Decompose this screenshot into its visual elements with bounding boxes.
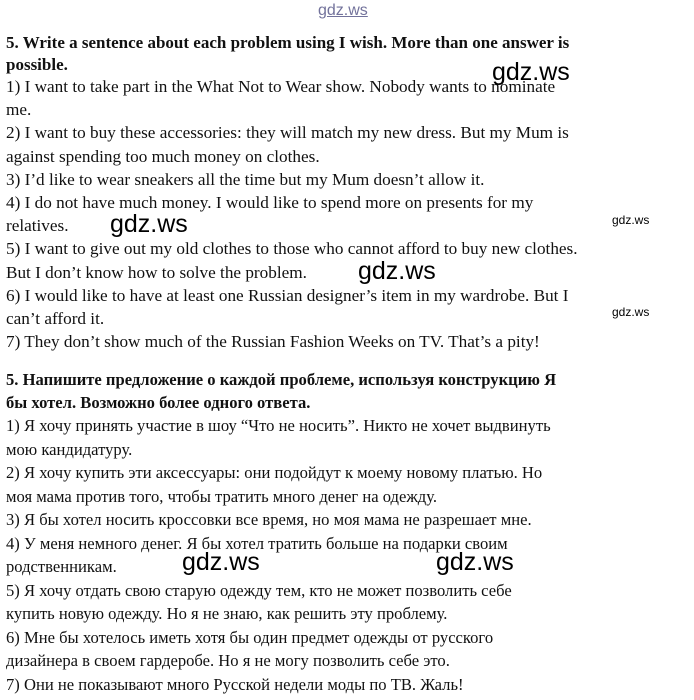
english-line: 2) I want to buy these accessories: they will match my new dress. But my Mum is <box>6 123 569 143</box>
russian-line: 6) Мне бы хотелось иметь хотя бы один предмет одежды от русского <box>6 627 494 647</box>
russian-line: родственникам. <box>6 557 117 576</box>
watermark: gdz.ws <box>612 305 650 319</box>
russian-line: мою кандидатуру. <box>6 439 133 459</box>
english-line: 6) I would like to have at least one Russian designer’s item in my wardrobe. But I <box>6 285 569 305</box>
english-line: 5) I want to give out my old clothes to those who cannot afford to buy new clothes. <box>6 239 578 259</box>
russian-line: 3) Я бы хотел носить кроссовки все время, но моя мама не разрешает мне. <box>6 510 532 529</box>
watermark-top: gdz.ws <box>318 2 368 19</box>
english-line: me. <box>6 100 32 120</box>
english-line: can’t afford it. <box>6 309 105 329</box>
english-heading-line-2: possible. <box>6 55 68 74</box>
english-line: 1) I want to take part in the What Not to Wear show. Nobody wants to nominate <box>6 77 556 96</box>
english-line: But I don’t know how to solve the problem. <box>6 262 307 282</box>
russian-line: дизайнера в своем гардеробе. Но я не могу позволить себе это. <box>6 651 450 670</box>
russian-line: моя мама против того, чтобы тратить много денег на одежду. <box>6 486 438 506</box>
russian-line: 2) Я хочу купить эти аксессуары: они подойдут к моему новому платью. Но <box>6 463 543 482</box>
english-line: 4) I do not have much money. I would like to spend more on presents for my <box>6 193 534 213</box>
russian-lines <box>6 414 688 696</box>
watermark: gdz.ws <box>182 548 260 576</box>
russian-line: 1) Я хочу принять участие в шоу “Что не носить”. Никто не хочет выдвинуть <box>6 416 551 435</box>
watermark: gdz.ws <box>492 58 570 86</box>
english-line: against spending too much money on clothes. <box>6 146 320 166</box>
english-line: 3) I’d like to wear sneakers all the time but my Mum doesn’t allow it. <box>6 169 485 189</box>
watermark: gdz.ws <box>436 548 514 576</box>
watermark: gdz.ws <box>110 210 188 238</box>
english-line: 7) They don’t show much of the Russian Fashion Weeks on TV. That’s a pity! <box>6 332 540 352</box>
english-heading-line-1: 5. Write a sentence about each problem using I wish. More than one answer is <box>6 33 570 52</box>
russian-line: купить новую одежду. Но я не знаю, как решить эту проблему. <box>6 604 448 623</box>
russian-line: 7) Они не показывают много Русской недели моды по ТВ. Жаль! <box>6 674 464 694</box>
english-lines <box>6 75 688 353</box>
russian-heading-line-1: 5. Напишите предложение о каждой проблеме, используя конструкцию Я <box>6 370 557 389</box>
russian-line: 5) Я хочу отдать свою старую одежду тем, кто не может позволить себе <box>6 580 512 600</box>
watermark: gdz.ws <box>612 213 650 227</box>
watermark: gdz.ws <box>358 257 436 285</box>
russian-heading-line-2: бы хотел. Возможно более одного ответа. <box>6 393 311 412</box>
russian-line: 4) У меня немного денег. Я бы хотел тратить больше на подарки своим <box>6 533 508 553</box>
english-line: relatives. <box>6 216 69 236</box>
